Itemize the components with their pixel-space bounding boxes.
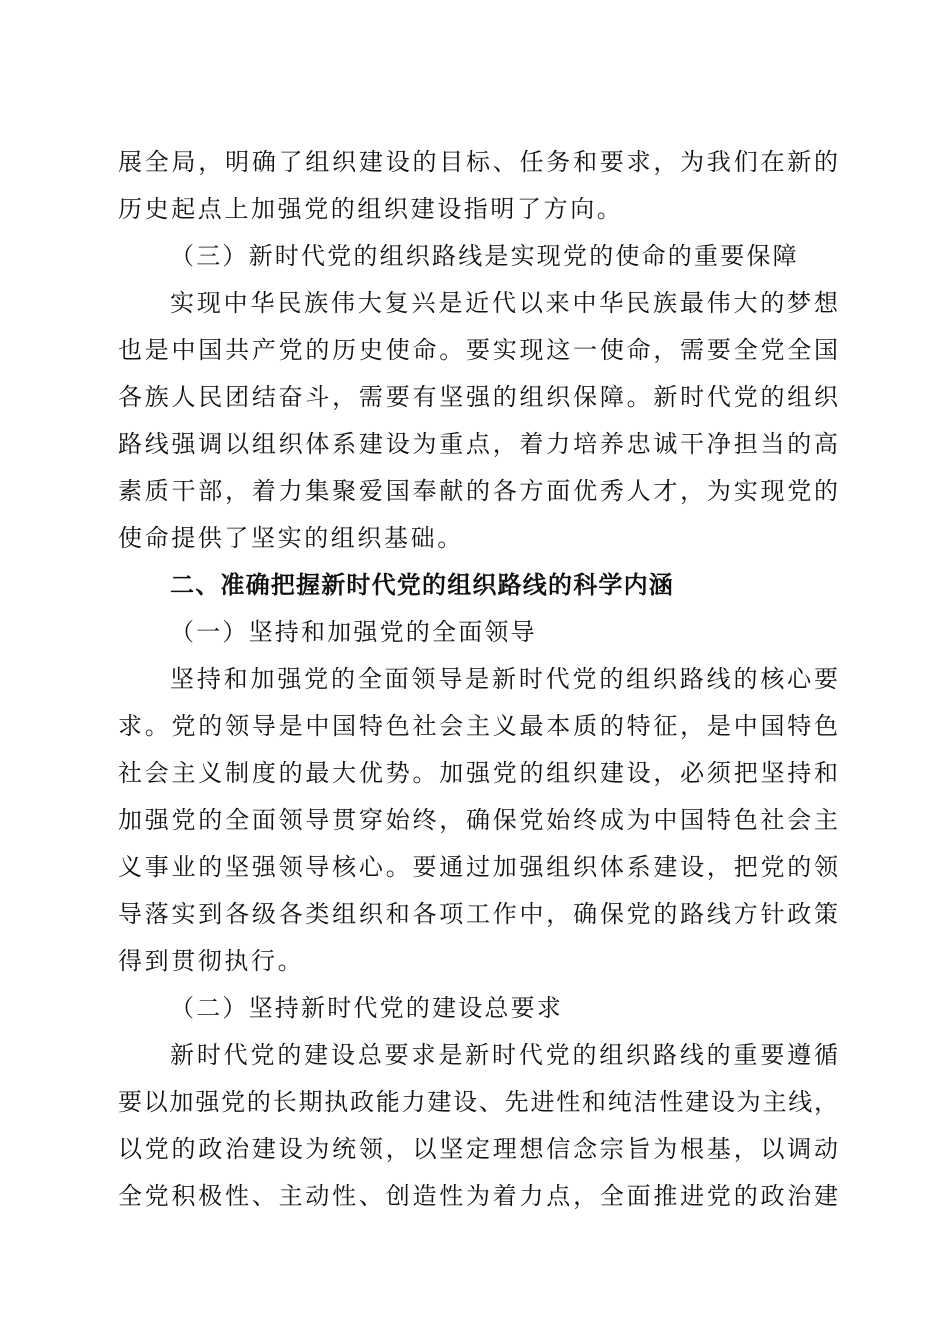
paragraph-line: 求。党的领导是中国特色社会主义最本质的特征，是中国特色 — [118, 712, 838, 740]
paragraph-line: 导落实到各级各类组织和各项工作中，确保党的路线方针政策 — [118, 900, 838, 928]
paragraph-line: 展全局，明确了组织建设的目标、任务和要求，为我们在新的 — [118, 148, 838, 176]
paragraph-line: 以党的政治建设为统领，以坚定理想信念宗旨为根基，以调动 — [118, 1135, 838, 1163]
paragraph-line: 路线强调以组织体系建设为重点，着力培养忠诚干净担当的高 — [118, 430, 838, 458]
subsection-heading: （二）坚持新时代党的建设总要求 — [170, 994, 563, 1022]
subsection-heading: （一）坚持和加强党的全面领导 — [170, 618, 537, 646]
paragraph-line: 实现中华民族伟大复兴是近代以来中华民族最伟大的梦想 — [170, 289, 838, 317]
paragraph-line: 全党积极性、主动性、创造性为着力点，全面推进党的政治建 — [118, 1182, 838, 1210]
paragraph-line: 加强党的全面领导贯穿始终，确保党始终成为中国特色社会主 — [118, 806, 838, 834]
section-heading: 二、准确把握新时代党的组织路线的科学内涵 — [170, 571, 674, 599]
paragraph-line: 得到贯彻执行。 — [118, 947, 305, 975]
paragraph-line: 坚持和加强党的全面领导是新时代党的组织路线的核心要 — [170, 665, 838, 693]
paragraph-line: 要以加强党的长期执政能力建设、先进性和纯洁性建设为主线， — [118, 1088, 838, 1116]
paragraph-line: 新时代党的建设总要求是新时代党的组织路线的重要遵循 — [170, 1041, 838, 1069]
paragraph-line: 素质干部，着力集聚爱国奉献的各方面优秀人才，为实现党的 — [118, 477, 838, 505]
paragraph-line: 社会主义制度的最大优势。加强党的组织建设，必须把坚持和 — [118, 759, 838, 787]
paragraph-line: 也是中国共产党的历史使命。要实现这一使命，需要全党全国 — [118, 336, 838, 364]
paragraph-line: 各族人民团结奋斗，需要有坚强的组织保障。新时代党的组织 — [118, 383, 838, 411]
paragraph-line: 使命提供了坚实的组织基础。 — [118, 524, 464, 552]
paragraph-line: 历史起点上加强党的组织建设指明了方向。 — [118, 195, 624, 223]
paragraph-line: 义事业的坚强领导核心。要通过加强组织体系建设，把党的领 — [118, 853, 838, 881]
subsection-heading: （三）新时代党的组织路线是实现党的使命的重要保障 — [170, 242, 799, 270]
